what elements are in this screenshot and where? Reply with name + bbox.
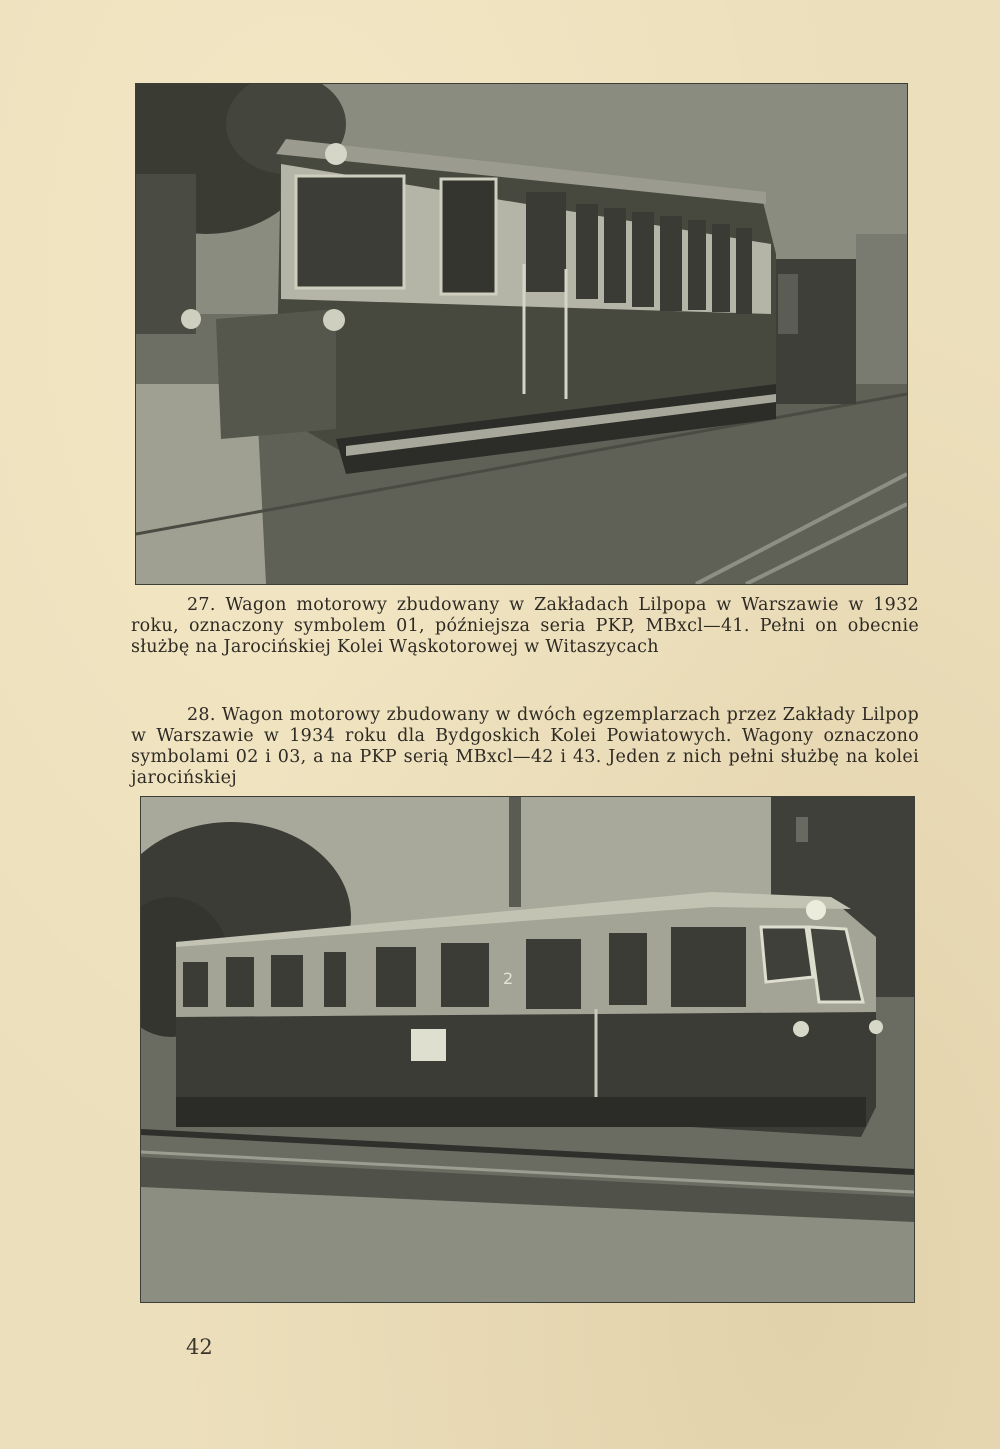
figure-27-caption: 27. Wagon motorowy zbudowany w Zakładach Lilpopa w Warszawie w 1932 roku, oznaczony symbolem 01, późniejsza seria PKP, MBxcl—41. Pełni on obecnie służbę na Jarocińskiej Kolei Wąskotorowej w Witaszycach xyxy=(131,595,919,657)
page-number: 42 xyxy=(186,1335,213,1359)
photo-railcar-27 xyxy=(136,84,907,584)
photo-railcar-28 xyxy=(141,797,914,1302)
railcar-28-illustration xyxy=(141,797,914,1302)
car-number-label: 2 xyxy=(503,969,514,988)
figure-28-caption: 28. Wagon motorowy zbudowany w dwóch egzemplarzach przez Zakłady Lilpop w Warszawie w 1934 roku dla Bydgoskich Kolei Powiatowych. Wagony oznaczono symbolami 02 i 03, a na PKP serią MBxcl—42 i 43. Jeden z nich pełni służbę na kolei jarocińskiej xyxy=(131,705,919,788)
railcar-27-illustration xyxy=(136,84,907,584)
